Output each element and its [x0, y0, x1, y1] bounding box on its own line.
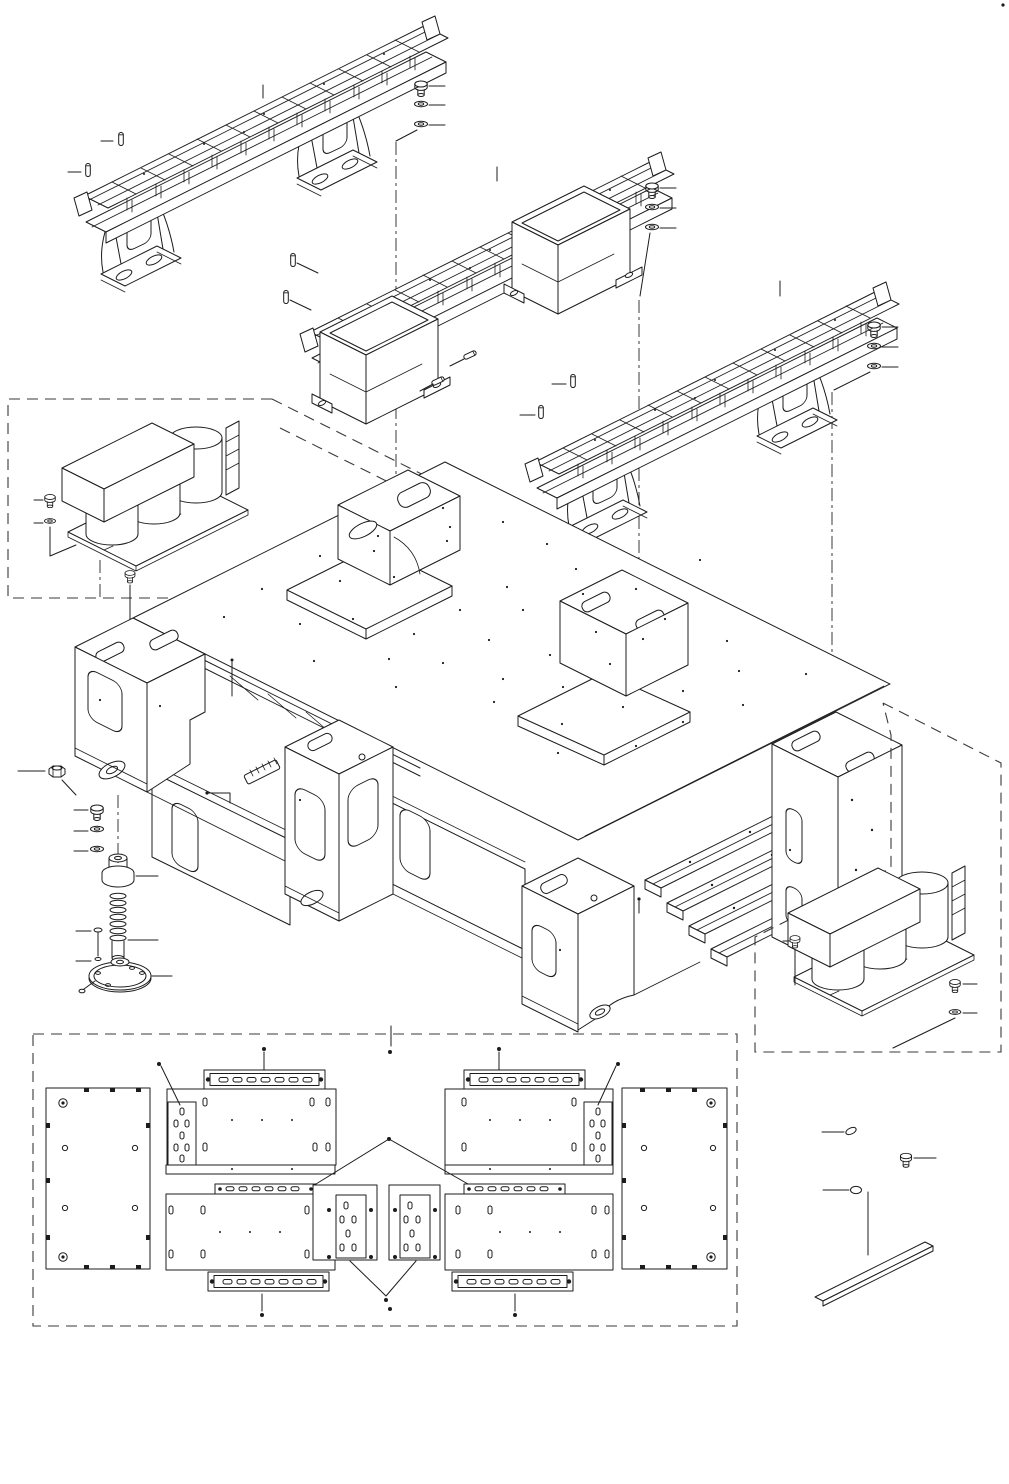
leveling-foot-assembly	[18, 766, 172, 993]
cover-panel-upper-right	[445, 1047, 620, 1174]
flanged-bushing	[102, 854, 158, 887]
washer-icon	[44, 519, 55, 524]
box-bracket	[504, 186, 642, 314]
roll-pin	[539, 406, 544, 419]
slotted-strip	[208, 1272, 329, 1291]
roll-pin	[119, 133, 124, 146]
washer-icon	[646, 204, 659, 209]
rail-assembly-middle	[284, 152, 674, 424]
ladder-rail	[74, 16, 448, 243]
washer-icon	[415, 121, 428, 126]
roll-pin	[845, 1126, 858, 1136]
washer-icon	[91, 826, 104, 831]
roll-pin	[571, 375, 576, 388]
ladder-rail	[525, 282, 899, 509]
roll-pin	[284, 291, 289, 304]
slotted-strip	[452, 1272, 573, 1291]
washer-icon	[415, 101, 428, 106]
hex-nut-icon	[49, 766, 65, 777]
junction-plate-right	[389, 1185, 440, 1260]
washer-icon	[646, 224, 659, 229]
side-panel-left	[46, 1088, 150, 1269]
slotted-strip	[464, 1070, 585, 1089]
washer-icon	[91, 846, 104, 851]
machine-screw-icon	[900, 1153, 911, 1167]
set-screws	[76, 928, 102, 961]
panel-layout-callout	[33, 1026, 737, 1326]
slotted-strip	[464, 1184, 565, 1194]
junction-plate-left	[313, 1185, 377, 1260]
screw-icon	[45, 494, 56, 507]
corner-pedestal	[522, 858, 634, 1032]
rail-assembly-top-left	[68, 16, 448, 292]
leveling-spindle	[110, 893, 158, 960]
hex-bolt-icon	[415, 81, 427, 97]
cover-panel-lower-left	[166, 1184, 335, 1317]
washer-icon	[868, 343, 881, 348]
side-wall	[152, 764, 290, 925]
cover-panel-lower-right	[445, 1184, 613, 1317]
flat-strip	[815, 1192, 933, 1306]
hex-bolt-icon	[91, 805, 103, 821]
hex-bolt-icon	[950, 979, 961, 992]
cover-panel-upper-left	[157, 1047, 336, 1174]
washer-icon	[868, 363, 881, 368]
junction-subpanel	[584, 1102, 612, 1165]
junction-subpanel	[168, 1102, 196, 1165]
slotted-strip	[215, 1184, 316, 1194]
loose-parts	[815, 1126, 936, 1306]
mounting-screw-icon	[125, 571, 135, 583]
foot-plate	[79, 958, 172, 993]
side-panel-right	[622, 1088, 727, 1269]
corner-pedestal	[285, 720, 393, 921]
washer-icon	[949, 1010, 961, 1015]
transformer-unit	[62, 421, 248, 571]
base-frame	[75, 462, 902, 1032]
roll-pin	[851, 1186, 862, 1193]
rail-assembly-right	[520, 281, 899, 546]
slotted-strip	[204, 1070, 325, 1089]
corner-pedestal	[75, 618, 205, 792]
page-mark	[1001, 3, 1004, 6]
roll-pin	[86, 164, 91, 177]
roll-pin	[291, 254, 296, 267]
roll-pin	[463, 350, 477, 360]
box-bracket	[312, 296, 450, 424]
